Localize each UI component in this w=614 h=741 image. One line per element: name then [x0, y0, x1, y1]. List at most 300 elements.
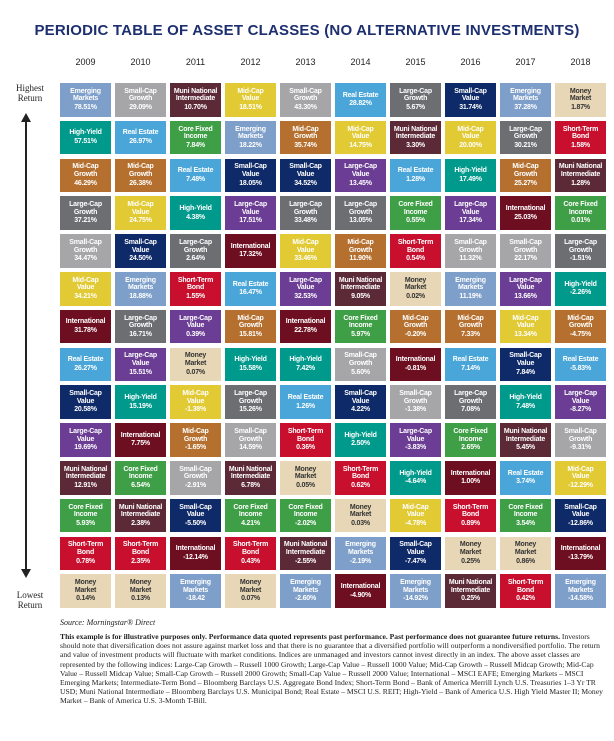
asset-cell-2017-real-estate	[500, 461, 551, 495]
asset-cell-2016-large-cap-value	[445, 196, 496, 230]
asset-name: Muni National Intermediate	[338, 276, 383, 292]
asset-cell-2016-short-term-bond	[445, 499, 496, 533]
asset-name: Large-Cap Value	[399, 428, 432, 443]
asset-return: -5.83%	[570, 364, 591, 372]
asset-name: Mid-Cap Value	[127, 201, 154, 216]
asset-name: Short-Term Bond	[177, 276, 214, 292]
asset-name: Mid-Cap Growth	[182, 428, 209, 443]
asset-return: 0.86%	[516, 557, 535, 565]
asset-return: 37.21%	[74, 217, 97, 225]
asset-return: 0.14%	[76, 595, 95, 603]
asset-cell-2009-large-cap-growth	[60, 196, 111, 230]
asset-cell-2013-large-cap-growth	[280, 196, 331, 230]
asset-return: 3.74%	[516, 478, 535, 486]
asset-return: 0.05%	[296, 482, 315, 490]
asset-name: Small-Cap Value	[509, 352, 542, 368]
asset-return: 26.97%	[129, 138, 152, 146]
asset-name: International	[285, 318, 326, 326]
asset-return: 0.62%	[351, 482, 370, 490]
asset-cell-2011-large-cap-value	[170, 310, 221, 344]
asset-return: 18.88%	[129, 293, 152, 301]
asset-cell-2014-large-cap-growth	[335, 196, 386, 230]
asset-name: Large-Cap Value	[124, 352, 157, 368]
asset-return: 13.05%	[349, 217, 372, 225]
asset-cell-2013-large-cap-value	[280, 272, 331, 306]
asset-cell-2018-small-cap-value	[555, 499, 606, 533]
asset-return: 5.45%	[516, 444, 535, 452]
asset-cell-2009-short-term-bond	[60, 537, 111, 571]
asset-cell-2013-mid-cap-value	[280, 234, 331, 268]
asset-return: -2.19%	[350, 557, 371, 565]
asset-name: Large-Cap Value	[564, 390, 597, 405]
asset-cell-2015-small-cap-growth	[390, 385, 441, 419]
asset-name: Mid-Cap Growth	[457, 314, 484, 330]
asset-name: Mid-Cap Growth	[402, 314, 429, 330]
asset-return: 24.50%	[129, 255, 152, 263]
asset-return: -4.78%	[405, 519, 426, 527]
asset-cell-2017-international	[500, 196, 551, 230]
year-header-2015: 2015	[405, 57, 426, 67]
asset-return: -3.83%	[405, 444, 426, 452]
asset-return: -14.92%	[403, 595, 428, 603]
asset-name: Large-Cap Value	[234, 201, 267, 216]
asset-cell-2018-money-market	[555, 83, 606, 117]
asset-name: Small-Cap Growth	[564, 428, 597, 443]
asset-name: International	[120, 431, 161, 439]
asset-name: Small-Cap Growth	[69, 239, 102, 254]
asset-name: High-Yield	[289, 356, 322, 364]
asset-name: Large-Cap Growth	[399, 87, 432, 103]
asset-cell-2018-core-fixed-income	[555, 196, 606, 230]
asset-return: 13.34%	[514, 330, 537, 338]
asset-name: High-Yield	[509, 394, 542, 402]
asset-return: 5.97%	[351, 330, 370, 338]
asset-name: Money Market	[514, 541, 537, 557]
asset-return: -9.31%	[570, 444, 591, 452]
asset-return: 32.53%	[294, 293, 317, 301]
asset-return: 2.65%	[461, 444, 480, 452]
asset-name: International	[340, 583, 381, 591]
asset-name: Small-Cap Value	[344, 390, 377, 405]
asset-return: 0.55%	[406, 217, 425, 225]
asset-cell-2012-high-yield	[225, 348, 276, 382]
asset-cell-2011-small-cap-growth	[170, 461, 221, 495]
asset-return: 17.51%	[239, 217, 262, 225]
asset-cell-2012-large-cap-value	[225, 196, 276, 230]
asset-name: Large-Cap Value	[69, 428, 102, 443]
asset-cell-2018-mid-cap-growth	[555, 310, 606, 344]
asset-cell-2017-emerging-markets	[500, 83, 551, 117]
asset-name: High-Yield	[344, 431, 377, 439]
asset-cell-2016-real-estate	[445, 348, 496, 382]
asset-name: Money Market	[184, 352, 207, 368]
asset-name: Small-Cap Value	[234, 163, 267, 179]
arrow-shaft	[25, 121, 27, 570]
asset-name: Large-Cap Growth	[69, 201, 102, 216]
asset-cell-2014-money-market	[335, 499, 386, 533]
disclaimer	[60, 632, 610, 706]
asset-return: 13.66%	[514, 293, 537, 301]
asset-cell-2009-small-cap-growth	[60, 234, 111, 268]
asset-name: Core Fixed Income	[178, 125, 213, 141]
asset-cell-2010-emerging-markets	[115, 272, 166, 306]
asset-cell-2015-emerging-markets	[390, 574, 441, 608]
asset-return: -2.02%	[295, 519, 316, 527]
asset-cell-2015-muni-national-intermediate	[390, 121, 441, 155]
asset-cell-2011-money-market	[170, 348, 221, 382]
asset-cell-2017-high-yield	[500, 385, 551, 419]
asset-return: 0.36%	[296, 444, 315, 452]
asset-name: Short-Term Bond	[397, 239, 434, 254]
asset-name: Small-Cap Value	[399, 541, 432, 557]
asset-return: 31.78%	[74, 327, 97, 335]
asset-name: Real Estate	[452, 356, 489, 364]
asset-cell-2012-core-fixed-income	[225, 499, 276, 533]
asset-cell-2013-real-estate	[280, 385, 331, 419]
asset-return: 17.49%	[459, 175, 482, 183]
asset-cell-2017-mid-cap-value	[500, 310, 551, 344]
asset-return: 1.55%	[186, 293, 205, 301]
asset-cell-2009-international	[60, 310, 111, 344]
asset-cell-2018-short-term-bond	[555, 121, 606, 155]
asset-name: Small-Cap Growth	[509, 239, 542, 254]
asset-name: Core Fixed Income	[288, 503, 323, 519]
asset-name: Core Fixed Income	[398, 201, 433, 216]
asset-return: 3.54%	[516, 519, 535, 527]
asset-name: Muni National Intermediate	[503, 428, 548, 443]
asset-return: -1.38%	[405, 406, 426, 414]
asset-cell-2010-large-cap-growth	[115, 310, 166, 344]
asset-return: 9.05%	[351, 293, 370, 301]
asset-cell-2009-real-estate	[60, 348, 111, 382]
asset-return: 46.29%	[74, 179, 97, 187]
asset-cell-2015-small-cap-value	[390, 537, 441, 571]
asset-return: 11.32%	[459, 255, 482, 263]
asset-cell-2013-muni-national-intermediate	[280, 537, 331, 571]
asset-name: International	[395, 356, 436, 364]
asset-cell-2014-mid-cap-value	[335, 121, 386, 155]
asset-return: -12.29%	[568, 482, 593, 490]
asset-cell-2010-muni-national-intermediate	[115, 499, 166, 533]
asset-name: Money Market	[569, 87, 592, 103]
asset-name: High-Yield	[124, 394, 157, 402]
asset-cell-2009-mid-cap-value	[60, 272, 111, 306]
asset-return: 7.14%	[461, 364, 480, 372]
asset-cell-2012-mid-cap-value	[225, 83, 276, 117]
asset-name: Core Fixed Income	[508, 503, 543, 519]
asset-cell-2013-emerging-markets	[280, 574, 331, 608]
asset-cell-2010-core-fixed-income	[115, 461, 166, 495]
asset-cell-2010-real-estate	[115, 121, 166, 155]
asset-cell-2009-large-cap-value	[60, 423, 111, 457]
asset-return: 5.60%	[351, 368, 370, 376]
asset-cell-2013-core-fixed-income	[280, 499, 331, 533]
asset-cell-2013-international	[280, 310, 331, 344]
asset-cell-2010-mid-cap-growth	[115, 159, 166, 193]
asset-cell-2018-emerging-markets	[555, 574, 606, 608]
asset-cell-2012-large-cap-growth	[225, 385, 276, 419]
asset-name: Mid-Cap Value	[237, 87, 264, 103]
asset-cell-2011-real-estate	[170, 159, 221, 193]
year-header-2018: 2018	[570, 57, 591, 67]
asset-cell-2010-small-cap-growth	[115, 83, 166, 117]
asset-return: -0.81%	[405, 364, 426, 372]
asset-return: 26.27%	[74, 364, 97, 372]
asset-return: 0.42%	[516, 595, 535, 603]
asset-cell-2010-short-term-bond	[115, 537, 166, 571]
asset-return: 12.91%	[74, 482, 97, 490]
asset-return: 0.43%	[241, 557, 260, 565]
asset-name: Large-Cap Growth	[289, 201, 322, 216]
asset-return: 34.47%	[74, 255, 97, 263]
asset-return: 14.75%	[349, 141, 372, 149]
asset-return: 0.25%	[461, 557, 480, 565]
asset-return: 33.48%	[294, 217, 317, 225]
asset-cell-2014-core-fixed-income	[335, 310, 386, 344]
asset-name: Mid-Cap Growth	[292, 125, 319, 141]
asset-cell-2015-mid-cap-growth	[390, 310, 441, 344]
asset-cell-2015-mid-cap-value	[390, 499, 441, 533]
year-header-2014: 2014	[350, 57, 371, 67]
asset-cell-2010-small-cap-value	[115, 234, 166, 268]
asset-name: Emerging Markets	[455, 276, 486, 292]
asset-cell-2012-short-term-bond	[225, 537, 276, 571]
asset-return: 5.93%	[76, 519, 95, 527]
asset-name: Muni National Intermediate	[393, 125, 438, 141]
asset-return: 34.52%	[294, 179, 317, 187]
asset-cell-2012-real-estate	[225, 272, 276, 306]
asset-return: -4.64%	[405, 478, 426, 486]
asset-cell-2017-large-cap-value	[500, 272, 551, 306]
asset-name: High-Yield	[179, 205, 212, 213]
asset-name: Large-Cap Growth	[344, 201, 377, 216]
asset-return: 15.19%	[129, 402, 152, 410]
asset-return: 0.54%	[406, 255, 425, 263]
asset-return: 1.26%	[296, 402, 315, 410]
asset-cell-2013-high-yield	[280, 348, 331, 382]
asset-return: -4.90%	[350, 591, 371, 599]
asset-return: 15.26%	[239, 406, 262, 414]
year-header-2016: 2016	[460, 57, 481, 67]
asset-return: -2.91%	[185, 482, 206, 490]
asset-name: Core Fixed Income	[233, 503, 268, 519]
asset-cell-2017-core-fixed-income	[500, 499, 551, 533]
asset-cell-2012-small-cap-value	[225, 159, 276, 193]
asset-return: -18.42	[186, 595, 205, 603]
asset-cell-2015-short-term-bond	[390, 234, 441, 268]
asset-name: Short-Term Bond	[287, 428, 324, 443]
asset-name: Large-Cap Growth	[454, 390, 487, 405]
year-header-2012: 2012	[240, 57, 261, 67]
asset-cell-2011-high-yield	[170, 196, 221, 230]
asset-cell-2014-short-term-bond	[335, 461, 386, 495]
asset-return: 0.78%	[76, 557, 95, 565]
asset-name: Small-Cap Growth	[124, 87, 157, 103]
asset-return: -14.58%	[568, 595, 593, 603]
asset-name: Small-Cap Value	[289, 163, 322, 179]
asset-name: Real Estate	[232, 280, 269, 288]
asset-return: 7.42%	[296, 364, 315, 372]
year-header-2013: 2013	[295, 57, 316, 67]
asset-name: Small-Cap Growth	[289, 87, 322, 103]
asset-cell-2010-money-market	[115, 574, 166, 608]
asset-name: High-Yield	[234, 356, 267, 364]
asset-return: 7.08%	[461, 406, 480, 414]
asset-return: 29.09%	[129, 104, 152, 112]
asset-cell-2014-high-yield	[335, 423, 386, 457]
asset-return: 16.47%	[239, 289, 262, 297]
asset-cell-2016-small-cap-value	[445, 83, 496, 117]
asset-return: 5.67%	[406, 104, 425, 112]
asset-cell-2014-international	[335, 574, 386, 608]
asset-cell-2011-emerging-markets	[170, 574, 221, 608]
asset-cell-2016-mid-cap-growth	[445, 310, 496, 344]
asset-name: Core Fixed Income	[563, 201, 598, 216]
asset-return: -12.14%	[183, 553, 208, 561]
asset-return: 0.07%	[186, 368, 205, 376]
asset-return: 35.74%	[294, 141, 317, 149]
asset-return: 13.45%	[349, 179, 372, 187]
asset-cell-2018-large-cap-value	[555, 385, 606, 419]
asset-cell-2011-core-fixed-income	[170, 121, 221, 155]
asset-return: 1.28%	[571, 179, 590, 187]
asset-name: Money Market	[129, 579, 152, 594]
asset-cell-2009-mid-cap-growth	[60, 159, 111, 193]
asset-cell-2015-large-cap-growth	[390, 83, 441, 117]
asset-return: 25.27%	[514, 179, 537, 187]
asset-name: Large-Cap Growth	[564, 239, 597, 254]
asset-name: International	[175, 545, 216, 553]
asset-cell-2012-money-market	[225, 574, 276, 608]
asset-name: Mid-Cap Value	[402, 503, 429, 519]
asset-cell-2013-mid-cap-growth	[280, 121, 331, 155]
asset-return: 0.02%	[406, 293, 425, 301]
asset-name: Muni National Intermediate	[118, 503, 163, 519]
asset-name: International	[560, 545, 601, 553]
asset-cell-2011-small-cap-value	[170, 499, 221, 533]
asset-return: -0.20%	[405, 330, 426, 338]
asset-return: 20.58%	[74, 406, 97, 414]
source-note: Source: Morningstar® Direct	[60, 618, 156, 627]
asset-cell-2014-muni-national-intermediate	[335, 272, 386, 306]
asset-return: 37.28%	[514, 104, 537, 112]
asset-name: Small-Cap Value	[454, 87, 487, 103]
asset-return: 2.64%	[186, 255, 205, 263]
asset-cell-2013-small-cap-growth	[280, 83, 331, 117]
asset-name: Large-Cap Value	[344, 163, 377, 179]
asset-name: Mid-Cap Value	[182, 390, 209, 405]
asset-name: High-Yield	[399, 469, 432, 477]
asset-return: 1.00%	[461, 478, 480, 486]
asset-return: 1.28%	[406, 175, 425, 183]
asset-cell-2009-emerging-markets	[60, 83, 111, 117]
asset-cell-2011-short-term-bond	[170, 272, 221, 306]
asset-name: Short-Term Bond	[507, 579, 544, 594]
asset-name: Muni National Intermediate	[558, 163, 603, 179]
asset-cell-2014-mid-cap-growth	[335, 234, 386, 268]
asset-name: Mid-Cap Growth	[127, 163, 154, 179]
asset-cell-2014-small-cap-growth	[335, 348, 386, 382]
asset-cell-2010-large-cap-value	[115, 348, 166, 382]
asset-name: Mid-Cap Value	[457, 125, 484, 141]
year-header-2009: 2009	[75, 57, 96, 67]
asset-name: Short-Term Bond	[122, 541, 159, 557]
asset-name: Money Market	[294, 465, 317, 481]
page-title: PERIODIC TABLE OF ASSET CLASSES (NO ALTERNATIVE INVESTMENTS)	[34, 22, 580, 39]
asset-cell-2014-real-estate	[335, 83, 386, 117]
asset-return: 22.78%	[294, 327, 317, 335]
asset-return: -1.51%	[570, 255, 591, 263]
asset-name: Core Fixed Income	[343, 314, 378, 330]
asset-return: 7.84%	[186, 141, 205, 149]
asset-name: Small-Cap Growth	[454, 239, 487, 254]
asset-name: Money Market	[404, 276, 427, 292]
asset-cell-2018-muni-national-intermediate	[555, 159, 606, 193]
asset-name: Mid-Cap Value	[292, 239, 319, 254]
asset-cell-2010-mid-cap-value	[115, 196, 166, 230]
asset-return: 26.38%	[129, 179, 152, 187]
asset-return: -13.79%	[568, 553, 593, 561]
asset-return: 0.25%	[461, 595, 480, 603]
asset-return: 17.34%	[459, 217, 482, 225]
asset-cell-2018-small-cap-growth	[555, 423, 606, 457]
asset-return: 2.38%	[131, 519, 150, 527]
asset-name: Large-Cap Growth	[509, 125, 542, 141]
asset-name: International	[65, 318, 106, 326]
asset-name: Large-Cap Growth	[234, 390, 267, 405]
asset-cell-2013-money-market	[280, 461, 331, 495]
asset-cell-2015-money-market	[390, 272, 441, 306]
asset-return: 0.39%	[186, 330, 205, 338]
asset-cell-2012-emerging-markets	[225, 121, 276, 155]
year-header-2011: 2011	[185, 57, 206, 67]
year-header-2017: 2017	[515, 57, 536, 67]
asset-return: 20.00%	[459, 141, 482, 149]
asset-return: 18.51%	[239, 104, 262, 112]
asset-name: Short-Term Bond	[67, 541, 104, 557]
asset-return: -1.65%	[185, 444, 206, 452]
asset-name: Mid-Cap Growth	[237, 314, 264, 330]
asset-name: Small-Cap Value	[564, 503, 597, 519]
asset-name: Muni National Intermediate	[173, 87, 218, 103]
highest-return-label: Highest Return	[16, 83, 44, 103]
asset-return: 33.46%	[294, 255, 317, 263]
asset-return: 34.21%	[74, 293, 97, 301]
asset-name: Small-Cap Growth	[344, 352, 377, 368]
asset-cell-2018-international	[555, 537, 606, 571]
asset-cell-2016-high-yield	[445, 159, 496, 193]
asset-name: Emerging Markets	[180, 579, 211, 594]
asset-name: Short-Term Bond	[452, 503, 489, 519]
asset-cell-2009-core-fixed-income	[60, 499, 111, 533]
asset-name: Small-Cap Growth	[234, 428, 267, 443]
asset-name: Core Fixed Income	[123, 465, 158, 481]
asset-name: Emerging Markets	[125, 276, 156, 292]
asset-cell-2012-muni-national-intermediate	[225, 461, 276, 495]
asset-name: Short-Term Bond	[562, 125, 599, 141]
asset-name: Real Estate	[342, 91, 379, 99]
asset-name: Emerging Markets	[70, 87, 101, 103]
asset-cell-2018-large-cap-growth	[555, 234, 606, 268]
asset-return: -8.27%	[570, 406, 591, 414]
arrow-down-icon	[21, 569, 31, 578]
asset-cell-2014-emerging-markets	[335, 537, 386, 571]
asset-cell-2012-small-cap-growth	[225, 423, 276, 457]
asset-name: Short-Term Bond	[232, 541, 269, 557]
asset-return: 1.58%	[571, 141, 590, 149]
asset-return: 15.51%	[129, 368, 152, 376]
asset-cell-2017-money-market	[500, 537, 551, 571]
